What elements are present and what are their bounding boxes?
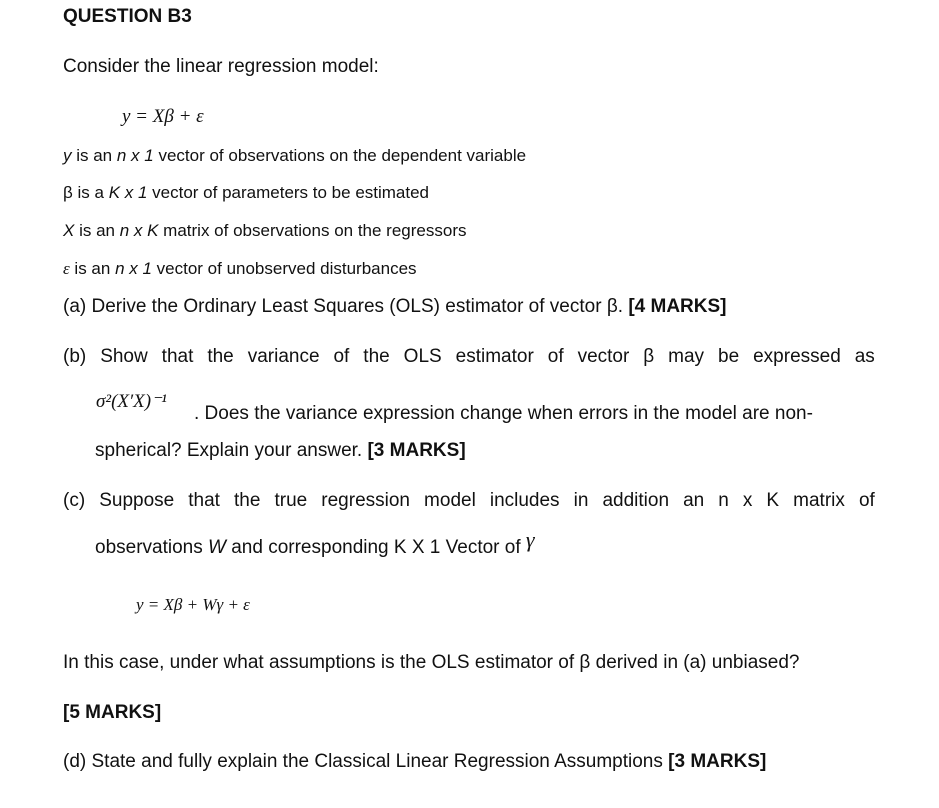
intro-text: Consider the linear regression model: <box>63 56 379 77</box>
part-a: (a) Derive the Ordinary Least Squares (OLS) estimator of vector β. [4 MARKS] <box>63 296 727 317</box>
marks-label: [3 MARKS] <box>367 440 466 461</box>
part-d: (d) State and fully explain the Classical Linear Regression Assumptions [3 MARKS] <box>63 751 767 772</box>
definition-symbol: β <box>63 183 73 202</box>
definition-y: y is an n x 1 vector of observations on the dependent variable <box>63 146 527 165</box>
model-equation: y = Xβ + ε <box>122 106 204 127</box>
definition-symbol: ε <box>63 259 70 278</box>
marks-label: [3 MARKS] <box>668 751 767 772</box>
part-c-question: In this case, under what assumptions is the OLS estimator of β derived in (a) unbiased? <box>63 652 800 673</box>
gamma-symbol: γ <box>525 527 535 552</box>
part-c-line1: (c) Suppose that the true regression model includes in addition an n x K matrix of <box>63 490 875 511</box>
definition-epsilon: ε is an n x 1 vector of unobserved disturbances <box>63 259 417 278</box>
part-b-line2: . Does the variance expression change when errors in the model are non- <box>194 403 813 424</box>
extended-model-equation: y = Xβ + Wγ + ε <box>136 595 250 614</box>
part-b-line1: (b) Show that the variance of the OLS estimator of vector β may be expressed as <box>63 346 875 367</box>
marks-label: [4 MARKS] <box>628 296 727 317</box>
part-b-line3: spherical? Explain your answer. [3 MARKS] <box>95 440 466 461</box>
part-c-line2: observations W and corresponding K X 1 Vector of γ <box>95 527 535 558</box>
definition-symbol: X <box>63 221 75 240</box>
definition-symbol: y <box>63 146 72 165</box>
marks-label: [5 MARKS] <box>63 702 162 723</box>
variance-formula: σ²(X′X)⁻¹ <box>96 391 167 412</box>
definition-x: X is an n x K matrix of observations on the regressors <box>63 221 467 240</box>
question-title: QUESTION B3 <box>63 6 192 27</box>
definition-beta: β is a K x 1 vector of parameters to be estimated <box>63 183 430 202</box>
